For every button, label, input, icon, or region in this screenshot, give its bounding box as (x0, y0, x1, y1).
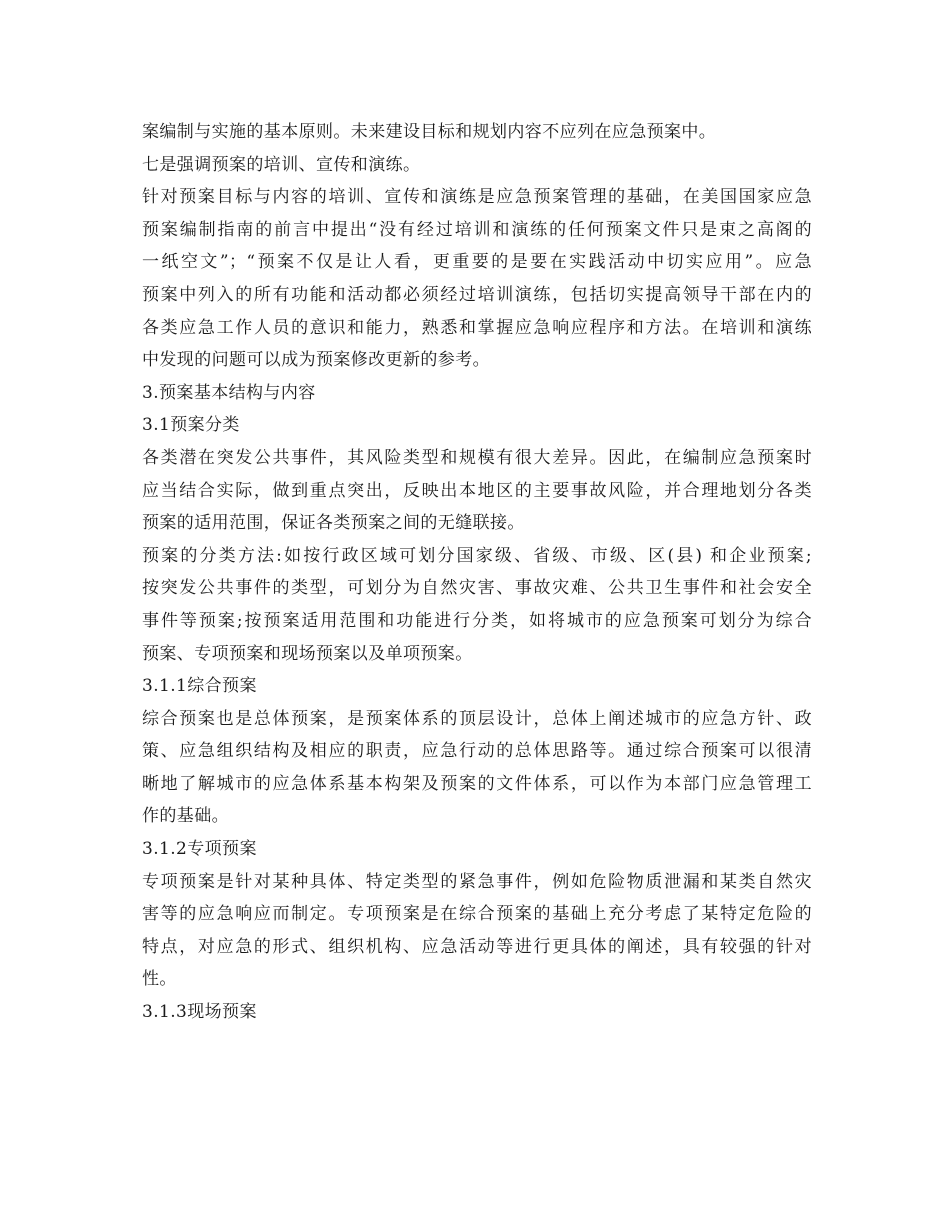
text-line: 预案的分类方法:如按行政区域可划分国家级、省级、市级、区(县) 和企业预案; (142, 545, 812, 566)
text-line: 综合预案也是总体预案，是预案体系的顶层设计，总体上阐述城市的应急方针、政 (142, 708, 812, 729)
paragraph (142, 181, 812, 377)
text-line: 按突发公共事件的类型，可划分为自然灾害、事故灾难、公共卫生事件和社会安全 (142, 578, 812, 599)
text-line: 各类潜在突发公共事件，其风险类型和规模有很大差异。因此，在编制应急预案时 (142, 447, 812, 468)
text-line: 预案、专项预案和现场预案以及单项预案。 (142, 643, 473, 664)
paragraph (142, 540, 812, 670)
text-line: 一纸空文”；“预案不仅是让人看，更重要的是要在实践活动中切实应用”。应急 (142, 252, 812, 273)
section-heading: 3.1.3现场预案 (142, 1002, 257, 1023)
section-heading: 3.1.1综合预案 (142, 676, 257, 697)
section-heading: 七是强调预案的培训、宣传和演练。 (142, 154, 421, 175)
text-line: 策、应急组织结构及相应的职责，应急行动的总体思路等。通过综合预案可以很清 (142, 741, 812, 762)
text-line: 案编制与实施的基本原则。未来建设目标和规划内容不应列在应急预案中。 (142, 122, 717, 142)
text-line: 事件等预案;按预案适用范围和功能进行分类，如将城市的应急预案可划分为综合 (142, 610, 812, 631)
text-line: 应当结合实际，做到重点突出，反映出本地区的主要事故风险，并合理地划分各类 (142, 480, 812, 501)
section-heading: 3.1.2专项预案 (142, 839, 257, 860)
text-line: 预案的适用范围，保证各类预案之间的无缝联接。 (142, 513, 525, 534)
text-line: 特点，对应急的形式、组织机构、应急活动等进行更具体的阐述，具有较强的针对 (142, 936, 812, 957)
section-heading: 3.1预案分类 (142, 415, 240, 436)
text-line: 针对预案目标与内容的培训、宣传和演练是应急预案管理的基础，在美国国家应急 (142, 187, 812, 208)
text-line: 专项预案是针对某种具体、特定类型的紧急事件，例如危险物质泄漏和某类自然灾 (142, 871, 812, 892)
section-heading: 3.预案基本结构与内容 (142, 382, 316, 403)
text-line: 性。 (142, 969, 177, 990)
text-line: 预案中列入的所有功能和活动都必须经过培训演练，包括切实提高领导干部在内的 (142, 284, 812, 305)
text-line: 作的基础。 (142, 806, 229, 827)
paragraph (142, 442, 812, 540)
text-line: 晰地了解城市的应急体系基本构架及预案的文件体系，可以作为本部门应急管理工 (142, 773, 812, 794)
text-line: 各类应急工作人员的意识和能力，熟悉和掌握应急响应程序和方法。在培训和演练 (142, 317, 812, 338)
text-line: 中发现的问题可以成为预案修改更新的参考。 (142, 350, 490, 371)
text-line: 害等的应急响应而制定。专项预案是在综合预案的基础上充分考虑了某特定危险的 (142, 904, 812, 925)
paragraph (142, 703, 812, 833)
text-line: 预案编制指南的前言中提出“没有经过培训和演练的任何预案文件只是束之高阁的 (142, 219, 812, 240)
paragraph (142, 866, 812, 996)
document-page (142, 116, 812, 1029)
